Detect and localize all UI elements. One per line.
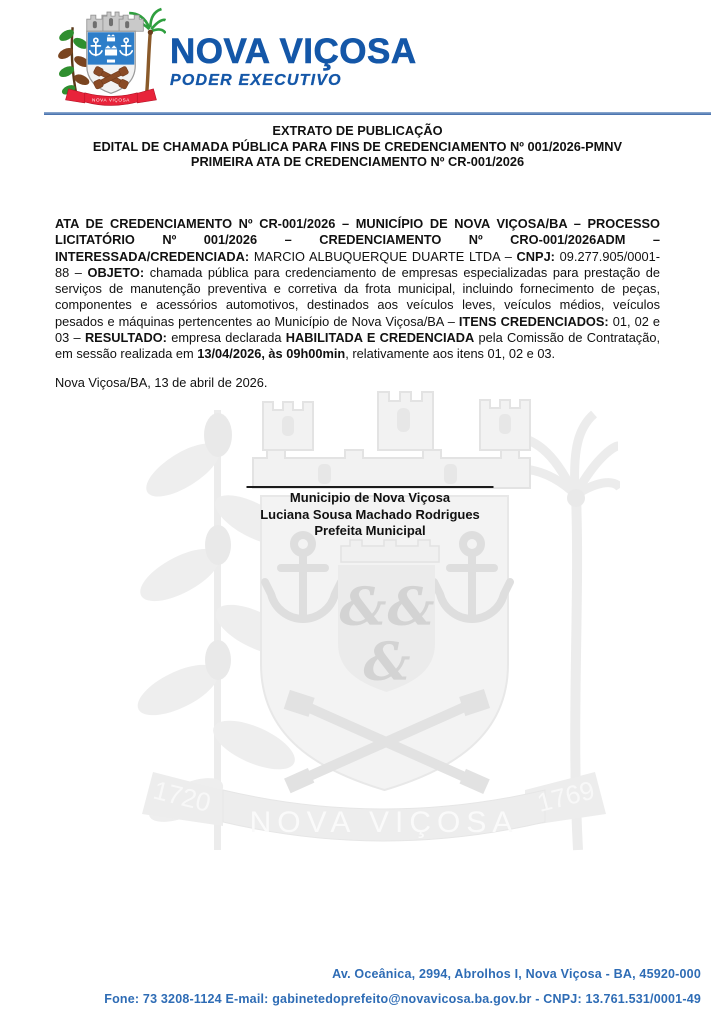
signature-line [247, 486, 494, 488]
svg-text:&: & [387, 577, 435, 638]
title-line-3: PRIMEIRA ATA DE CREDENCIAMENTO Nº CR-001/2026 [190, 154, 525, 170]
signature-block [247, 486, 494, 540]
document-title [55, 123, 660, 170]
svg-text:&: & [363, 632, 411, 693]
logo-shield [87, 31, 135, 93]
municipal-coat-of-arms-logo [56, 5, 166, 108]
logo-ribbon-text: NOVA VIÇOSA [92, 97, 130, 103]
title-line-1: EXTRATO DE PUBLICAÇÃO [272, 123, 443, 138]
footer-contact: Fone: 73 3208-1124 E-mail: gabinetedoprefeito@novavicosa.ba.gov.br - CNPJ: 13.761.531/0001-49 [104, 992, 701, 1006]
coat-of-arms-watermark [128, 380, 620, 862]
header-brand [170, 33, 417, 90]
brand-subtitle: PODER EXECUTIVO [170, 72, 342, 89]
signature-role: Prefeita Municipal [314, 523, 426, 538]
watermark-ribbon-text: NOVA VIÇOSA [249, 806, 519, 839]
watermark-castle [253, 392, 530, 488]
logo-crown [87, 12, 144, 31]
title-line-2: EDITAL DE CHAMADA PÚBLICA PARA FINS DE CREDENCIAMENTO Nº 001/2026-PMNV [92, 138, 623, 154]
watermark-inner-crown [341, 540, 439, 562]
watermark-year-right: 1769 [534, 774, 598, 818]
logo-branch [56, 27, 91, 96]
header-divider [44, 112, 711, 115]
document-date: Nova Viçosa/BA, 13 de abril de 2026. [55, 375, 268, 390]
document-body: ATA DE CREDENCIAMENTO Nº CR-001/2026 – MUNICÍPIO DE NOVA VIÇOSA/BA – PROCESSO LICITATÓRIO Nº 001/2026 – CREDENCIAMENTO Nº CRO-001/2026ADM – INTERESSADA/CREDENCIADA: MARCIO ALBUQUERQUE DUARTE LTDA – CNPJ: 09.277.905/0001-88 – OBJETO: chamada pública para credenciamento de empresas especializadas para prestação de serviços de manutenção preventiva e corretiva da frota municipal, incluindo fornecimento de peças, componentes e acessórios automotivos, destinados aos veículos leves, veículos médios, veículos pesados e máquinas pertencentes ao Município de Nova Viçosa/BA – ITENS CREDENCIADOS: 01, 02 e 03 – RESULTADO: empresa declarada HABILITADA E CREDENCIADA pela Comissão de Contratação, em sessão realizada em 13/04/2026, às 09h00min, relativamente aos itens 01, 02 e 03. [55, 216, 661, 362]
signature-entity: Municipio de Nova Viçosa [289, 490, 451, 505]
brand-name: NOVA VIÇOSA [170, 32, 417, 71]
signature-name: Luciana Sousa Machado Rodrigues [260, 506, 480, 522]
svg-text:&: & [339, 577, 387, 638]
watermark-year-left: 1720 [150, 774, 214, 818]
footer-address: Av. Oceânica, 2994, Abrolhos I, Nova Viçosa - BA, 45920-000 [332, 967, 701, 981]
